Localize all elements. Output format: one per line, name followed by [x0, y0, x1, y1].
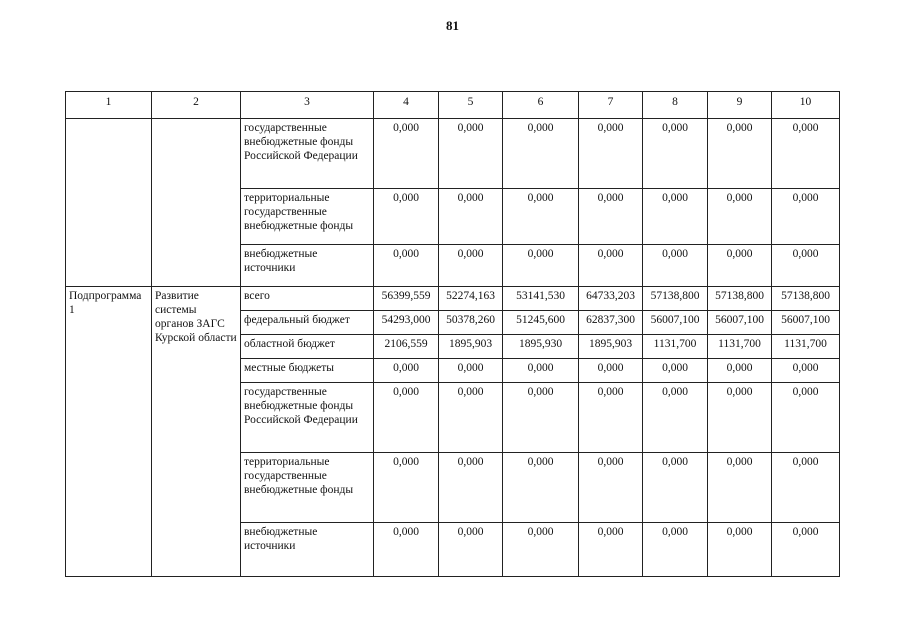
header-row: [66, 92, 840, 119]
value-cell: 57138,800: [772, 287, 840, 311]
row-label: областной бюджет: [241, 335, 374, 359]
value-cell: 0,000: [643, 119, 708, 189]
value-cell: 62837,300: [579, 311, 643, 335]
row-label: всего: [241, 287, 374, 311]
value-cell: 1895,930: [503, 335, 579, 359]
empty-cell: [66, 119, 152, 287]
row-label: местные бюджеты: [241, 359, 374, 383]
value-cell: 0,000: [439, 523, 503, 577]
value-cell: 0,000: [708, 245, 772, 287]
value-cell: 56007,100: [772, 311, 840, 335]
value-cell: 1895,903: [579, 335, 643, 359]
table-row: [66, 287, 840, 311]
value-cell: 0,000: [708, 453, 772, 523]
header-cell: 4: [374, 92, 439, 119]
value-cell: 0,000: [503, 245, 579, 287]
value-cell: 0,000: [374, 383, 439, 453]
value-cell: 51245,600: [503, 311, 579, 335]
subprogram-name: Развитие системы органов ЗАГС Курской области: [152, 287, 241, 577]
value-cell: 56007,100: [708, 311, 772, 335]
value-cell: 0,000: [439, 119, 503, 189]
value-cell: 0,000: [439, 383, 503, 453]
row-label: государственные внебюджетные фонды Российской Федерации: [241, 119, 374, 189]
subprogram-code: Подпрограмма 1: [66, 287, 152, 577]
value-cell: 1131,700: [708, 335, 772, 359]
value-cell: 56399,559: [374, 287, 439, 311]
value-cell: 2106,559: [374, 335, 439, 359]
value-cell: 0,000: [579, 523, 643, 577]
value-cell: 0,000: [579, 453, 643, 523]
value-cell: 56007,100: [643, 311, 708, 335]
value-cell: 0,000: [579, 119, 643, 189]
value-cell: 57138,800: [643, 287, 708, 311]
header-cell: 1: [66, 92, 152, 119]
value-cell: 0,000: [772, 119, 840, 189]
value-cell: 64733,203: [579, 287, 643, 311]
value-cell: 0,000: [503, 119, 579, 189]
budget-table: [65, 91, 840, 577]
value-cell: 0,000: [579, 383, 643, 453]
value-cell: 0,000: [503, 523, 579, 577]
value-cell: 0,000: [643, 523, 708, 577]
value-cell: 0,000: [579, 189, 643, 245]
value-cell: 1895,903: [439, 335, 503, 359]
value-cell: 0,000: [708, 359, 772, 383]
value-cell: 0,000: [503, 189, 579, 245]
value-cell: 0,000: [708, 523, 772, 577]
header-cell: 10: [772, 92, 840, 119]
header-cell: 2: [152, 92, 241, 119]
value-cell: 57138,800: [708, 287, 772, 311]
value-cell: 0,000: [439, 359, 503, 383]
value-cell: 0,000: [579, 245, 643, 287]
value-cell: 0,000: [643, 383, 708, 453]
value-cell: 0,000: [772, 245, 840, 287]
row-label: федеральный бюджет: [241, 311, 374, 335]
header-cell: 6: [503, 92, 579, 119]
empty-cell: [152, 119, 241, 287]
header-cell: 3: [241, 92, 374, 119]
value-cell: 0,000: [374, 453, 439, 523]
value-cell: 0,000: [439, 189, 503, 245]
value-cell: 0,000: [643, 453, 708, 523]
value-cell: 52274,163: [439, 287, 503, 311]
value-cell: 53141,530: [503, 287, 579, 311]
value-cell: 0,000: [374, 523, 439, 577]
value-cell: 0,000: [643, 359, 708, 383]
value-cell: 0,000: [374, 245, 439, 287]
row-label: внебюджетные источники: [241, 245, 374, 287]
value-cell: 50378,260: [439, 311, 503, 335]
row-label: внебюджетные источники: [241, 523, 374, 577]
page-number: 81: [446, 18, 459, 33]
value-cell: 1131,700: [772, 335, 840, 359]
value-cell: 0,000: [708, 189, 772, 245]
row-label: государственные внебюджетные фонды Российской Федерации: [241, 383, 374, 453]
value-cell: 0,000: [772, 523, 840, 577]
row-label: территориальные государственные внебюджетные фонды: [241, 453, 374, 523]
row-label: территориальные государственные внебюджетные фонды: [241, 189, 374, 245]
header-cell: 5: [439, 92, 503, 119]
value-cell: 0,000: [772, 383, 840, 453]
table-row: [66, 119, 840, 189]
value-cell: 1131,700: [643, 335, 708, 359]
value-cell: 0,000: [708, 119, 772, 189]
header-cell: 8: [643, 92, 708, 119]
value-cell: 0,000: [708, 383, 772, 453]
value-cell: 0,000: [643, 189, 708, 245]
value-cell: 0,000: [374, 359, 439, 383]
value-cell: 0,000: [374, 189, 439, 245]
header-cell: 9: [708, 92, 772, 119]
value-cell: 0,000: [439, 245, 503, 287]
value-cell: 0,000: [772, 453, 840, 523]
value-cell: 0,000: [643, 245, 708, 287]
value-cell: 0,000: [439, 453, 503, 523]
value-cell: 54293,000: [374, 311, 439, 335]
value-cell: 0,000: [503, 383, 579, 453]
value-cell: 0,000: [374, 119, 439, 189]
value-cell: 0,000: [503, 359, 579, 383]
header-cell: 7: [579, 92, 643, 119]
value-cell: 0,000: [772, 189, 840, 245]
value-cell: 0,000: [772, 359, 840, 383]
value-cell: 0,000: [503, 453, 579, 523]
value-cell: 0,000: [579, 359, 643, 383]
